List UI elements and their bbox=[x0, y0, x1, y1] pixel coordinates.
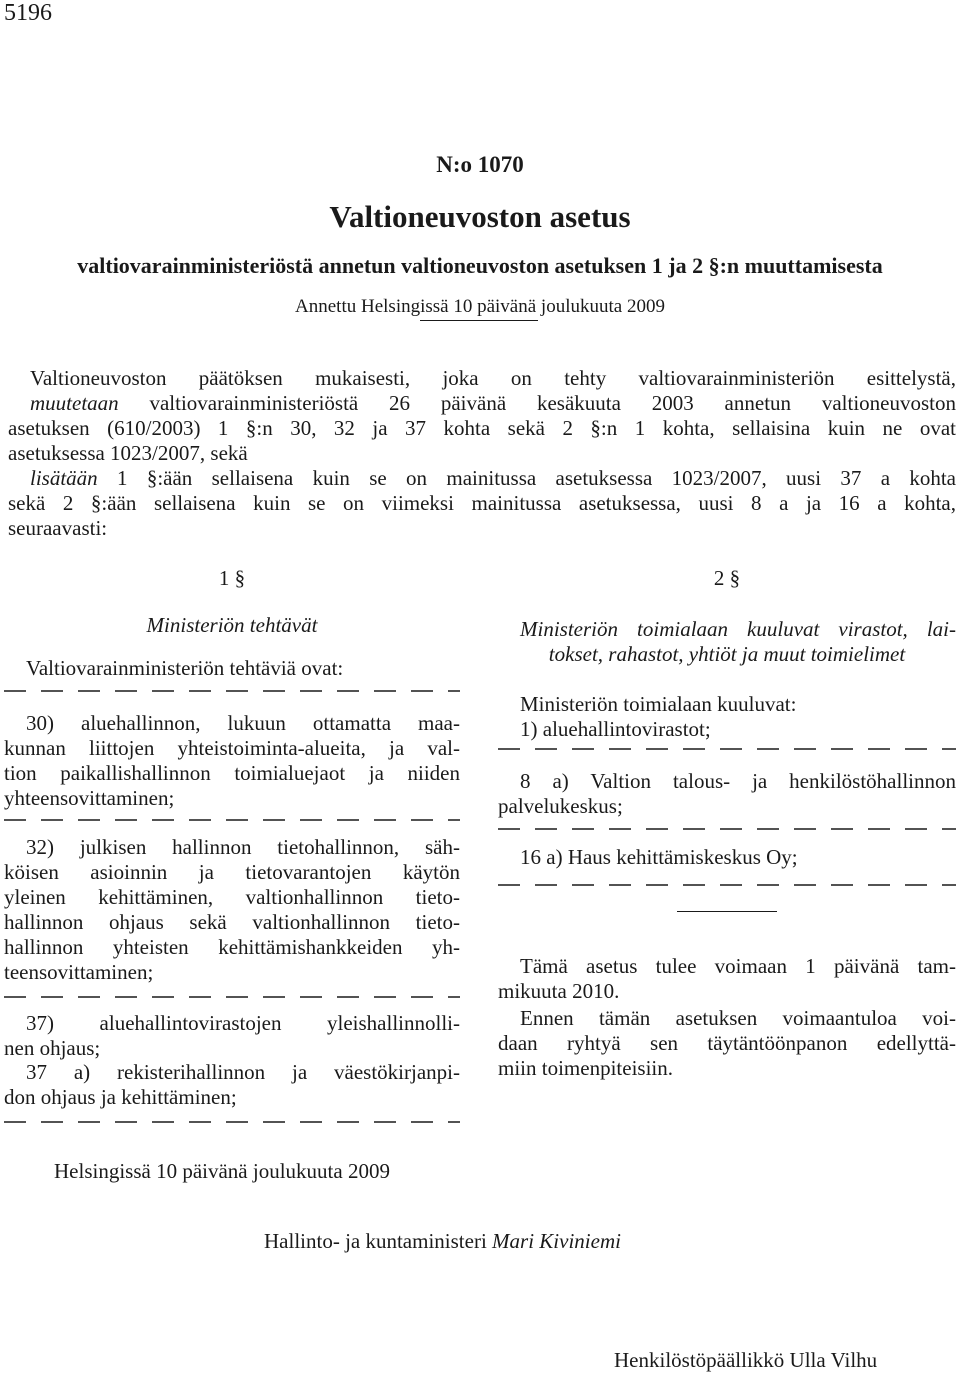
preamble-line: sekä 2 §:ään sellaisena kuin se on viimeksi mainitussa asetuksessa, uusi 8 a ja 16 a kohta, bbox=[8, 491, 956, 515]
minister-signature bbox=[264, 1229, 621, 1254]
document-subtitle: valtiovarainministeriöstä annetun valtioneuvoston asetuksen 1 ja 2 §:n muuttamisesta bbox=[77, 253, 883, 278]
preamble-line: muutetaan valtiovarainministeriöstä 26 päivänä kesäkuuta 2003 annetun valtioneuvoston bbox=[30, 391, 956, 415]
section-1-item-37: 37) aluehallintovirastojen yleishallinnolli- nen ohjaus; bbox=[4, 1011, 460, 1060]
preamble-line: lisätään 1 §:ään sellaisena kuin se on mainitussa asetuksessa 1023/2007, uusi 37 a kohta bbox=[30, 466, 956, 490]
omission-dashes bbox=[4, 1120, 460, 1124]
official-signature: Henkilöstöpäällikkö Ulla Vilhu bbox=[614, 1348, 878, 1372]
entry-into-force: Tämä asetus tulee voimaan 1 päivänä tam- mikuuta 2010. bbox=[498, 954, 956, 1003]
section-1-number: 1 § bbox=[218, 566, 246, 590]
omission-dashes bbox=[498, 883, 956, 887]
preamble bbox=[8, 366, 956, 541]
section-1-item-30: 30) aluehallinnon, lukuun ottamatta maa- kunnan liittojen yhteistoiminta-alueita, ja val- tion paikallishallinnon toimialuejaot ja niiden yhteensovittaminen; bbox=[4, 711, 460, 810]
section-1-item-37a: 37 a) rekisterihallinnon ja väestökirjanpi- don ohjaus ja kehittäminen; bbox=[4, 1060, 460, 1109]
section-2-number: 2 § bbox=[713, 566, 741, 590]
preamble-line: Valtioneuvoston päätöksen mukaisesti, joka on tehty valtiovarainministeriön esittelystä, bbox=[30, 366, 956, 390]
preamble-line: asetuksen (610/2003) 1 §:n 30, 32 ja 37 kohta sekä 2 §:n 1 kohta, sellaisina kuin ne ovat bbox=[8, 416, 956, 440]
omission-dashes bbox=[498, 747, 956, 751]
header-rule bbox=[420, 320, 538, 321]
omission-dashes bbox=[4, 818, 460, 822]
preamble-line: seuraavasti: bbox=[8, 516, 108, 540]
preamble-line: asetuksessa 1023/2007, sekä bbox=[8, 441, 248, 465]
preamble-keyword: muutetaan bbox=[30, 391, 119, 415]
preamble-keyword: lisätään bbox=[30, 466, 98, 490]
section-2-item-1: 1) aluehallintovirastot; bbox=[520, 717, 711, 741]
omission-dashes bbox=[4, 689, 460, 693]
section-2-item-8a: 8 a) Valtion talous- ja henkilöstöhallinnon palvelukeskus; bbox=[498, 769, 956, 818]
document-title: Valtioneuvoston asetus bbox=[329, 199, 631, 234]
section-2-intro: Ministeriön toimialaan kuuluvat: 1) aluehallintovirastot; bbox=[498, 692, 956, 742]
section-end-rule bbox=[677, 911, 777, 912]
section-1-intro: Valtiovarainministeriön tehtäviä ovat: bbox=[26, 656, 344, 680]
omission-dashes bbox=[498, 827, 956, 831]
minister-title: Hallinto- ja kuntaministeri bbox=[264, 1229, 493, 1253]
minister-name: Mari Kiviniemi bbox=[492, 1229, 621, 1253]
section-2-item-16a: 16 a) Haus kehittämiskeskus Oy; bbox=[520, 845, 798, 869]
issue-date: Annettu Helsingissä 10 päivänä joulukuuta 2009 bbox=[295, 296, 665, 317]
implementation-clause: Ennen tämän asetuksen voimaantuloa voi- daan ryhtyä sen täytäntöönpanon edellyttä- miin toimenpiteisiin. bbox=[498, 1006, 956, 1080]
document-number: N:o 1070 bbox=[436, 152, 524, 177]
section-2-heading: Ministeriön toimialaan kuuluvat virastot, lai- tokset, rahastot, yhtiöt ja muut toimielimet bbox=[520, 617, 956, 666]
section-1-heading: Ministeriön tehtävät bbox=[146, 613, 318, 637]
omission-dashes bbox=[4, 995, 460, 999]
section-1-item-32: 32) julkisen hallinnon tietohallinnon, säh- köisen asioinnin ja tietovarantojen käytön yleinen kehittäminen, valtionhallinnon tieto- hallinnon ohjaus sekä valtionhallinnon tieto- hallinnon yhteisten kehittämishankkeiden yh- teensovittaminen; bbox=[4, 835, 460, 984]
signature-place-date: Helsingissä 10 päivänä joulukuuta 2009 bbox=[54, 1159, 390, 1183]
page-number: 5196 bbox=[4, 0, 52, 26]
